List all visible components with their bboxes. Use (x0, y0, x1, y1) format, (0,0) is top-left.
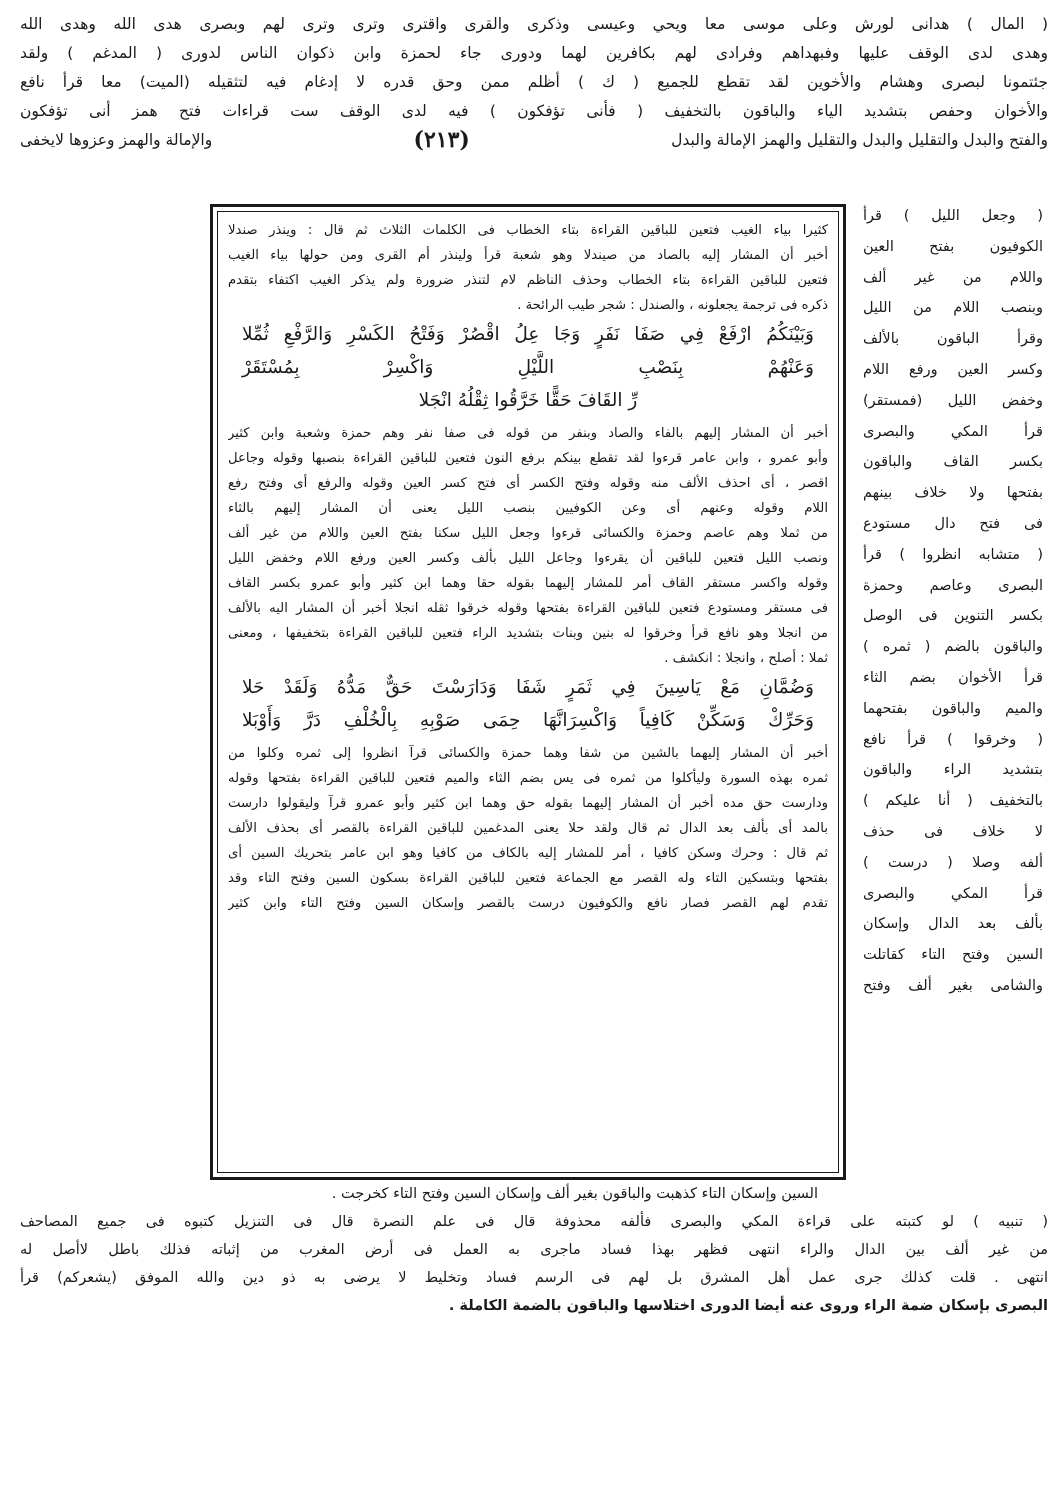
poem-verse-2 (228, 671, 828, 737)
note-line: البصرى بإسكان ضمة الراء وروى عنه أيضا الدورى اختلاسها والباقون بالضمة الكاملة . (448, 1298, 1048, 1314)
side-line: بكسر القاف والباقون (863, 454, 1043, 471)
side-line: قرأ المكي والبصرى (863, 885, 1043, 902)
note-line: ( تنبيه ) لو كتبته على قراءة المكي والبصرى فألفه محذوفة قال فى علم النصرة قال فى التنزيل كتبوه فى جميع المصاحف (20, 1214, 1048, 1230)
side-line: بتشديد الراء والباقون (863, 762, 1043, 779)
box-line: وأبو عمرو ، وابن عامر قرءوا لقد تقطع بينكم برفع النون فتعين للباقين القراءة بنصبها وقوله وجاعل (228, 451, 828, 466)
bottom-text-block (20, 1180, 1048, 1320)
top-line-5-left: والإمالة والهمز وعزوها لايخفى (20, 131, 213, 149)
verse-line: رِّ القَافَ حَقًّا خَرَّقُوا ثِقْلُهُ انْجَلا (418, 390, 638, 411)
side-line: واللام من غير ألف (863, 269, 1043, 286)
box-line: بفتحها وبتسكين التاء وله القصر مع الجماعة فتعين للباقين القراءة بسكون السين وفتح التاء وقد (228, 871, 828, 886)
note-line: من غير ألف بين الدال والراء انتهى فظهر بهذا فساد ماجرى به العمل فى أرض المغرب من إثباته فذلك باطل لاأصل له (20, 1242, 1048, 1258)
box-line: أخبر أن المشار إليهما بالشين من شفا وهما حمزة والكسائى قرآ انظروا إلى ثمره وكلوا من (228, 746, 828, 761)
side-line: بكسر التنوين فى الوصل (863, 608, 1043, 625)
side-line: لا خلاف فى حذف (863, 823, 1043, 840)
verse-line: وَعَنْهُمْ بِنَصْبِ اللَّيْلِ وَاكْسِرْ بِمُسْتَقَرْ (242, 357, 814, 378)
poem-verse-1 (228, 318, 828, 417)
side-line: السين وفتح التاء كقاتلت (863, 947, 1043, 964)
box-line: اللام وقوله وعنهم أى وعن الكوفيين بنصب الليل يعنى أن المشار إليهم بالثاء (228, 501, 828, 516)
top-line-2: وهدى لدى الوقف عليها وفبهداهم وفرادى لهم بكافرين لهما ودورى جاء لحمزة وابن ذكوان الناس لدورى ( المدغم ) ولقد (20, 44, 1048, 62)
verse-line: وَحَرِّكْ وَسَكِّنْ كَافِياً وَاكْسِرَانَّهَا حِمَى صَوْبِهِ بِالْخُلْفِ دَرَّ وَأَوْبَلا (242, 710, 814, 731)
box-line: ودارست حق مده أخبر أن المشار إليهما بقوله حق وهما ابن كثير وأبو عمرو قرآ وليقولوا دارست (228, 796, 828, 811)
box-line: أخبر أن المشار إليه بالصاد من صيندلا وهو شعبة قرأ ولينذر أم القرى ومن حولها بياء الغيب (228, 248, 828, 263)
side-line: ( وجعل الليل ) قرأ (863, 208, 1043, 224)
side-line: قرأ المكي والبصرى (863, 423, 1043, 440)
top-line-5-right: والفتح والبدل والتقليل والبدل والتقليل والهمز الإمالة والبدل (671, 131, 1048, 149)
continuation-line: السين وإسكان التاء كذهبت والباقون بغير ألف وإسكان السين وفتح التاء كخرجت . (331, 1186, 818, 1202)
side-line: ألفه وصلا ( درست ) (863, 854, 1043, 871)
side-line: وكسر العين ورفع اللام (863, 361, 1043, 378)
main-text-frame-inner (217, 211, 839, 1173)
top-line-3: جئتمونا لبصرى وهشام والأخوين لقد تقطع للجميع ( ك ) أظلم ممن وحق قدره لا إدغام فيه لتثقيله (الميت) معا قرأ نافع (20, 73, 1048, 91)
side-line: والميم والباقون بفتحهما (863, 700, 1043, 717)
side-line: البصرى وعاصم وحمزة (863, 577, 1043, 594)
side-line: وبنصب اللام من الليل (863, 300, 1043, 317)
top-line-5 (20, 126, 1048, 155)
side-line: والشامى بغير ألف وفتح (863, 977, 1043, 994)
box-line: ثمره بهذه السورة وليأكلوا من ثمره فى يس بضم الثاء والميم فتعين للباقين القراءة بفتحها وقوله (228, 771, 828, 786)
side-line: بفتحها ولا خلاف بينهم (863, 485, 1043, 502)
box-line: من ثملا وهم عاصم وحمزة والكسائى قرءوا وجعل الليل سكنا بفتح العين واللام من غير ألف (228, 526, 828, 541)
box-line: بالمد أى بألف بعد الدال ثم قال ولقد حلا يعنى المدغمين للباقين القراءة بالقصر أى بحذف الألف (228, 821, 828, 836)
side-line: وقرأ الباقون بالألف (863, 331, 1043, 348)
box-line: ثم قال : وحرك وسكن كافيا ، أمر للمشار إليه بالكاف من كافيا وهو ابن عامر بتحريك السين أى (228, 846, 828, 861)
top-line-4: والأخوان وحفص بتشديد الياء والباقون بالتخفيف ( فأنى تؤفكون ) فيه لدى الوقف ست قراءات فتح همز أنى تؤفكون (20, 102, 1048, 120)
top-text-block (20, 10, 1048, 155)
commentary-paragraph-2 (228, 421, 828, 671)
side-commentary-column (863, 201, 1043, 1002)
side-line: قرأ الأخوان بضم الثاء (863, 669, 1043, 686)
tanbih-note (20, 1208, 1048, 1320)
top-line-1: ( المال ) هدانى لورش وعلى موسى معا ويحي وعيسى وذكرى والقرى واقترى وترى وترى لهم وبصرى هدى الله وهدى الله (20, 15, 1048, 33)
box-line: تقدم لهم القصر فصار نافع والكوفيون درست بالقصر وإسكان السين وفتح التاء وابن كثير (228, 896, 828, 911)
box-line: ونصب الليل فتعين للباقين أن يقرءوا وجاعل الليل بألف وكسر العين ورفع اللام وخفض الليل (228, 551, 828, 566)
side-line: والباقون بالضم ( ثمره ) (863, 639, 1043, 656)
box-line: من انجلا وهو نافع قرأ وخرقوا له بنين وبنات بتشديد الراء فتعين للباقين القراءة بتخفيفها ، ومعنى (228, 626, 828, 641)
side-line: ( متشابه انظروا ) قرأ (863, 546, 1043, 563)
commentary-paragraph-3 (228, 741, 828, 916)
box-line: كثيرا بياء الغيب فتعين للباقين القراءة بتاء الخطاب فى الكلمات الثلاث ثم قال : وينذر صندلا (228, 223, 828, 238)
commentary-paragraph-1 (228, 218, 828, 318)
box-line: ذكره فى ترجمة يجعلونه ، والصندل : شجر طيب الرائحة . (517, 298, 828, 313)
box-line: فتعين للباقين القراءة بتاء الخطاب وحذف الناظم لام لتنذر ضرورة ولم يذكر الغيب اكتفاء بتقدم (228, 273, 828, 288)
verse-line: وَبَيْنَكُمُ ارْفَعْ فِي صَفَا نَفَرٍ وَجَا عِلُ اقْصُرْ وَفَتْحُ الكَسْرِ وَالرَّفْعِ ثُمِّلا (242, 324, 814, 345)
side-line: وخفض الليل (فمستقر) (863, 392, 1043, 409)
box-line: فى مستقر ومستودع فتعين للباقين القراءة بفتحها وقوله خرقوا ثقله انجلا أخبر أن المشار اليه بالألف (228, 601, 828, 616)
side-line: الكوفيون بفتح العين (863, 238, 1043, 255)
verse-line: وَضُمَّانِ مَعْ يَاسِينَ فِي ثَمَرٍ شَفَا وَدَارَسْتَ حَقٌّ مَدُّهُ وَلَقَدْ حَلا (242, 677, 814, 698)
page-number: (٢١٣) (413, 127, 470, 153)
main-text-frame (210, 204, 846, 1180)
note-line: انتهى . قلت كذلك جرى عمل أهل المشرق بل لهم فى الرسم فساد وتخليط لا يرضى به ذو دين والله الموفق (يشعركم) قرأ (20, 1270, 1048, 1286)
side-line: بالتخفيف ( أنا عليكم ) (863, 793, 1043, 810)
box-line: اقصر ، أى احذف الألف منه وقوله وفتح الكسر أى فتح كسر العين وقوله والرفع أى وفتح رفع (228, 476, 828, 491)
box-line: وقوله واكسر مستقر القاف أمر للمشار إليهما بقوله حقا وهما ابن كثير وأبو عمرو بكسر القاف (228, 576, 828, 591)
box-line: أخبر أن المشار إليهم بالفاء والصاد وبنفر من قوله فى صفا نفر وهم حمزة وشعبة وابن كثير (228, 426, 828, 441)
side-line: ( وخرقوا ) قرأ نافع (863, 731, 1043, 748)
side-line: بألف بعد الدال وإسكان (863, 916, 1043, 933)
side-line: فى فتح دال مستودع (863, 515, 1043, 532)
box-line: ثملا : أصلح ، وانجلا : انكشف . (664, 651, 828, 666)
